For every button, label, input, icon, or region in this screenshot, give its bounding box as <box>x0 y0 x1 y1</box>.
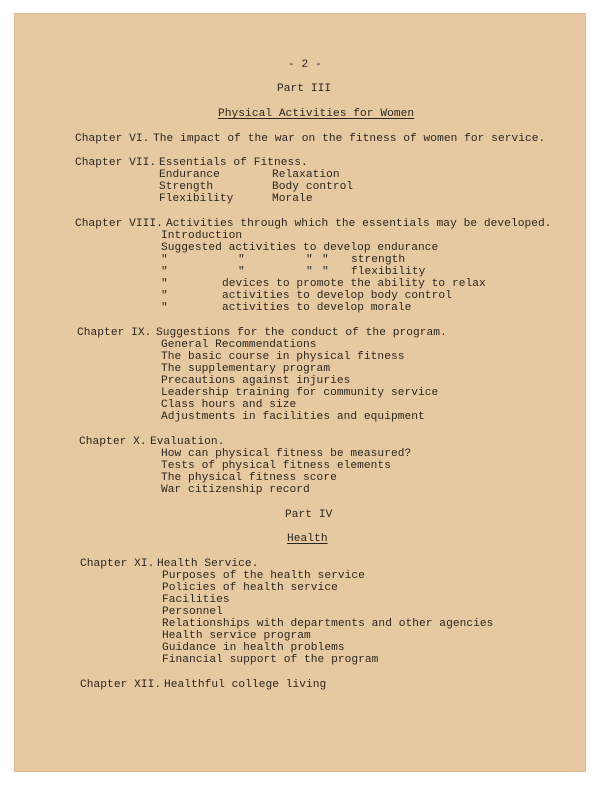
ditto-mark: " <box>238 254 245 266</box>
list-item: Relaxation <box>272 169 340 181</box>
chapter-x-label: Chapter X. <box>79 436 147 448</box>
ditto-mark: " <box>306 254 313 266</box>
chapter-xii-label: Chapter XII. <box>80 679 162 691</box>
ditto-mark: " <box>161 254 168 266</box>
list-item: The physical fitness score <box>161 472 337 484</box>
chapter-vi-label: Chapter VI. <box>75 133 150 145</box>
list-item: The supplementary program <box>161 363 331 375</box>
part-iv-title: Part IV <box>285 509 333 521</box>
list-item: Tests of physical fitness elements <box>161 460 391 472</box>
chapter-vii-label: Chapter VII. <box>75 157 157 169</box>
list-item: Body control <box>272 181 354 193</box>
list-item: Financial support of the program <box>162 654 379 666</box>
page-number: - 2 - <box>288 59 322 71</box>
chapter-ix-title: Suggestions for the conduct of the program. <box>156 327 447 339</box>
list-item: Health service program <box>162 630 311 642</box>
ditto-mark: " <box>161 278 168 290</box>
list-item: activities to develop morale <box>222 302 412 314</box>
list-item: General Recommendations <box>161 339 317 351</box>
list-item: Guidance in health problems <box>162 642 345 654</box>
list-item: Endurance <box>159 169 220 181</box>
list-item: Introduction <box>161 230 243 242</box>
part-iii-title: Part III <box>277 83 332 95</box>
list-item: How can physical fitness be measured? <box>161 448 412 460</box>
list-item: Facilities <box>162 594 230 606</box>
list-item: Morale <box>272 193 313 205</box>
list-item: Flexibility <box>159 193 234 205</box>
part-iii-heading: Physical Activities for Women <box>218 108 415 120</box>
chapter-vii-title: Essentials of Fitness. <box>159 157 308 169</box>
ditto-mark: " <box>161 290 168 302</box>
list-item: Relationships with departments and other agencies <box>162 618 494 630</box>
list-item: The basic course in physical fitness <box>161 351 405 363</box>
list-item: Adjustments in facilities and equipment <box>161 411 425 423</box>
list-item: Class hours and size <box>161 399 297 411</box>
chapter-xi-title: Health Service. <box>157 558 259 570</box>
list-item: Purposes of the health service <box>162 570 365 582</box>
chapter-viii-title: Activities through which the essentials may be developed. <box>166 218 552 230</box>
ditto-mark: " <box>306 266 313 278</box>
chapter-viii-label: Chapter VIII. <box>75 218 163 230</box>
ditto-mark: " <box>322 254 329 266</box>
list-item: Strength <box>159 181 214 193</box>
list-item: Suggested activities to develop endurance <box>161 242 439 254</box>
chapter-xi-label: Chapter XI. <box>80 558 155 570</box>
list-item: devices to promote the ability to relax <box>222 278 486 290</box>
chapter-ix-label: Chapter IX. <box>77 327 152 339</box>
ditto-mark: " <box>161 302 168 314</box>
chapter-x-title: Evaluation. <box>150 436 225 448</box>
list-item: flexibility <box>351 266 426 278</box>
list-item: activities to develop body control <box>222 290 452 302</box>
list-item: War citizenship record <box>161 484 310 496</box>
ditto-mark: " <box>238 266 245 278</box>
chapter-xii-title: Healthful college living <box>164 679 327 691</box>
part-iv-heading: Health <box>287 533 328 545</box>
list-item: strength <box>351 254 406 266</box>
list-item: Leadership training for community service <box>161 387 439 399</box>
ditto-mark: " <box>322 266 329 278</box>
ditto-mark: " <box>161 266 168 278</box>
list-item: Precautions against injuries <box>161 375 351 387</box>
list-item: Policies of health service <box>162 582 338 594</box>
chapter-vi-title: The impact of the war on the fitness of women for service. <box>153 133 546 145</box>
list-item: Personnel <box>162 606 223 618</box>
